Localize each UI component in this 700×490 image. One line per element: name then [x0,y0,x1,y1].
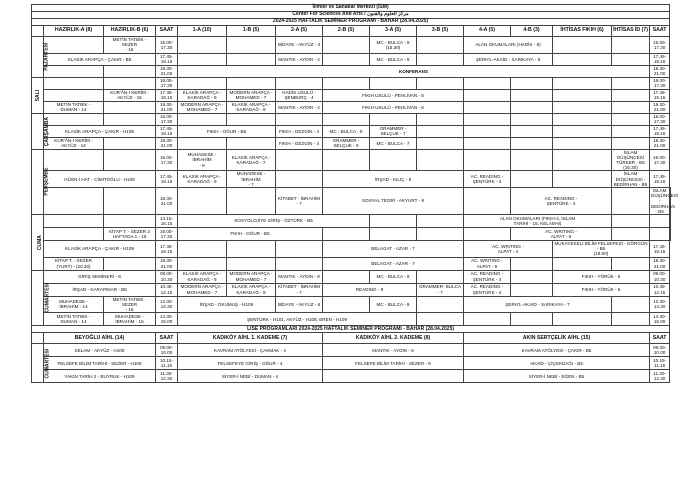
time: 17.45- 19.15 [156,53,178,65]
cell: MANTIK - AYDIN - 4 [276,101,323,113]
cell: MUHADESE - İBRAHİM - 9 [178,149,227,171]
lise-h6: SAAT [650,333,670,344]
col-ihtisas-fikih: İHTİSAS FIKIH (6) [553,26,612,37]
time: 12.30- 14.30 [650,296,670,313]
col-1b: 1-B (5) [227,26,276,37]
time: 16.00- 17.30 [650,77,670,89]
col-hazirlik-a: HAZIRLIK-A (8) [44,26,104,37]
conference: KONFERANS [178,65,650,77]
cell: FELSEFE BİLİM TARİHİ - SEZER - H109 [44,357,156,370]
time: 11.30- 12.30 [650,370,670,383]
cell: ALAN OKUMALARI (HADİS - 8) [464,37,553,54]
time [670,188,671,215]
time [670,228,671,241]
cell: FELSEFEYE GİRİŞ - OĞUR - 4 [178,357,323,370]
time: 16.00- 17.30 [156,37,178,54]
time: 10.15- 11.15 [156,357,178,370]
time: 12.30- 14.30 [156,296,178,313]
cell: FIKIH - GEZGİN - 4 [276,137,323,149]
cell: KAVRAM ATÖLYESİ - ÇAKIR - B5 [464,344,650,357]
cell: KİTABET - İBRAHİM - 7 [276,188,323,215]
cell: FELSEFE BİLİM TARİHİ - SEZER - 6 [323,357,464,370]
header-line3: 2024-2025 HAFTALIK SEMİNER PROGRAMI - BAHAR (28.04.2025) [32,19,670,26]
cell: İRŞAD - KILIÇ - 8 [323,171,464,188]
cell: MODERN ARAPÇA - MOHAMED - 7 [178,101,227,113]
cell: GRAMMER - SELÇUK - 9 [323,137,370,149]
cell: ŞENTÜRK - H101, AKYÜZ - H108, EREN - H109 [178,313,417,326]
time: 17.45- 19.15 [650,89,670,101]
cell: KİTAP T. - SEZER (YURT) - (20.30) [44,257,104,270]
cell: KLASİK ARAPÇA - ÇAKIR - H109 [44,125,156,137]
cell: KUR'ÂN-I KERÎM - AKYÜZ - 14 [44,137,104,149]
time: 16.00- 17.30 [650,37,670,54]
cell: FIKIH USULÜ - PEHLİVAN - 8 [323,89,464,101]
time: 17.45- 19.15 [156,125,178,137]
day-cuma: CUMA [32,215,44,271]
cell: FIKIH - GEZGİN - 4 [276,125,323,137]
time: 19.30- 21.00 [650,101,670,113]
cell: KLASİK ARAPÇA - ÇAKIR - B5 [44,53,156,65]
schedule-table [31,4,679,383]
time: 10.45- 12.15 [650,283,670,296]
col-3a: 3-A (5) [370,26,417,37]
cell: GRAMMER- BULCA - 7 [417,283,464,296]
col-hazirlik-b: HAZIRLIK-B (6) [104,26,156,37]
cell: METİN TATBİK - DUMAN - 14 [44,101,104,113]
time: 09.00- 10.00 [650,344,670,357]
lise-h3: KADIKÖY AİHL 1. KADEME (7) [178,333,323,344]
cell: ALAN OKUMALARI (FIKIH-4, İSLAM TARİHİ - 15, KELAM-9) [464,215,612,228]
cell: AC. WRITING - ALPAT - 9 [511,228,612,241]
cell: AC. READING - ŞENTÜRK - 4 [511,188,612,215]
cell: MUHADESE - İBRAHİM - 7 [227,171,276,188]
lise-h5: AKIN SERTÇELİK AİHL (15) [464,333,650,344]
time: 16.00- 17.30 [156,77,178,89]
cell: HÜSN-İ HAT - CİMİTOĞLU - H109 [44,171,156,188]
time: 14.30- 16.00 [650,313,670,326]
cell: METİN TATBİK - SEZER - 15 [104,296,156,313]
cell: KLASİK ARAPÇA - KARADAĞ - 9 [227,283,276,296]
lise-h4: KADIKÖY AİHL 2. KADEME (8) [323,333,464,344]
cell: İRŞAD - OKUMUŞ - H109 [178,296,276,313]
cell: MODERN ARAPÇA - MOHAMED - 7 [227,89,276,101]
col-1a: 1-A (10) [178,26,227,37]
time: 19.30- 21.00 [156,137,178,149]
cell: MUKAYESELİ BİLİM FELSEFESİ - GÖRGÜN - B5 (18.00) [554,241,648,257]
cell: FIKIH - YÖRÜK - 6 [553,270,650,283]
time: 10.15- 11.15 [650,357,670,370]
time: 14.15- 16.15 [156,215,178,228]
col-3b: 3-B (5) [417,26,464,37]
cell: AC. WRITING - ALPAT - 9 [464,257,511,270]
cell: MC - BULCA - 9 (16.30) [370,37,417,54]
cell: AC. READING - ŞENTÜRK - 4 [464,171,511,188]
col-saat-right: SAAT [650,26,670,37]
cell: ŞERH'L-AKAİD - SARIKAYA - 7 [464,296,612,313]
schedule-sheet [31,4,679,383]
day-cumartesi: CUMARTESİ [32,270,44,326]
cell: SİYER-İ NEBÎ - EĞEN - B5 [464,370,650,383]
day-carsamba: ÇARŞAMBA [32,113,44,149]
cell: MC - BULCA - 9 [370,270,417,283]
cell: KAVRAM ATÖLYESİ - ÇAKMAK - 4 [178,344,323,357]
time: 19.30- 21.00 [650,137,670,149]
cell: GRAMMER - SELÇUK - 7 [370,125,417,137]
cell: MODERN ARAPÇA - MOHAMED - 7 [227,270,276,283]
cell: METİN TATBİK - DUMAN - 14 [44,313,104,326]
header-line2: Center For Sciences And Arts / مركز العلوم والفنون [32,12,670,19]
cell [323,370,464,383]
col-4b: 4-B (3) [511,26,553,37]
time: 17.45- 19.15 [156,241,178,258]
time: 09.00- 10.30 [650,270,670,283]
time: 16.00- 17.30 [650,113,670,125]
cell: BELAGAT - AZAR - 7 [323,241,464,258]
cell: FIKIH - OĞUR - B5 [178,125,276,137]
day-pazartesi: PAZARTESİ [32,37,44,78]
cell: MC - BULCA - 9 [370,296,417,313]
cell: AC. WRITING - ALPAT - 4 [464,241,553,258]
cell: MODERN ARAPÇA - MOHAMED - 7 [178,283,227,296]
cell: MC - BULCA - 9 [370,53,417,65]
cell: SİYER-İ NEBÎ - DUMAN - 4 [178,370,323,383]
cell: MANTIK - AYDIN - 8 [276,270,323,283]
lise-h1: BEYOĞLU AİHL (14) [44,333,156,344]
cell: ŞERH'L-AKAİD - SARIKAYA - 8 [464,53,553,65]
day-persembe: PERŞEMBE [32,149,44,214]
time: 19.30- 21.00 [156,101,178,113]
time: 10.45- 12.15 [156,283,178,296]
cell: METİN TATBİK - SEZER - 15 [104,37,156,54]
cell: KLASİK ARAPÇA - KARADAĞ - 9 [178,89,227,101]
cell: İSLAM DÜŞÜNCESİ TÜRKER - B5 (16.30) [612,149,650,171]
time: 09.00- 10.00 [156,344,178,357]
cell: AC. READING - ŞENTÜRK - 4 [464,270,511,283]
time [670,215,671,228]
cell: AKAİD - ÇİÇEKDAĞI - B5 [464,357,650,370]
time: 19.30- 21.00 [650,65,670,77]
time: 19.30- 21.00 [650,257,670,270]
cell: KLASİK ARAPÇA - ÇAKIR - H109 [44,241,156,258]
col-4a: 4-A (5) [464,26,511,37]
time: 09.00- 10.30 [156,270,178,283]
time: 16.00- 17.30 [650,149,670,171]
cell: GİRİŞ SEMİNERİ - 8 [44,270,156,283]
cell: KLASİK ARAPÇA - KARADAĞ - 9 [178,171,227,188]
cell: BİDAYE - AKYÜZ - 8 [276,296,323,313]
cell: BELAGAT - AZAR - 7 [323,257,464,270]
cell: READING - 9 [323,283,417,296]
time: 17.45- 19.15 [156,89,178,101]
col-2b: 2-B (5) [323,26,370,37]
cell: MC - BULCA - 9 [323,125,370,137]
time: 17.45- 19.15 [650,125,670,137]
time: 16.00- 17.30 [156,228,178,241]
time: 19.30- 21.00 [156,65,178,77]
time: 16.00- 17.30 [156,113,178,125]
time: 17.45- 19.15 [650,241,670,258]
cell: KİTABET - İBRAHİM - 7 [276,283,323,296]
time: 19.30- 21.00 [156,257,178,270]
cell: FIKIH - YÖRÜK - 6 [553,283,650,296]
cell: MUHADESE - İBRAHİM - 15 [104,313,156,326]
cell: MC - BULCA - 7 [370,137,417,149]
cell: KLASİK ARAPÇA - KARADAĞ - 9 [227,101,276,113]
cell: İRŞAD - KARAPINAR - B5 [44,283,156,296]
time: 11.30- 12.30 [156,370,178,383]
day-sali: SALI [32,77,44,113]
cell: KELAM - AKYÜZ - H109 [44,344,156,357]
header-line1: İlimler ve Sanatlar Merkezi (İSM) [32,5,670,12]
cell: MANTIK - AYDIN - 4 [276,53,323,65]
time: 19.30- 21.00 [156,188,178,215]
cell: AC. READING - ŞENTÜRK - 4 [464,283,511,296]
cell: HADİS USULÜ - ŞENBURÇ - 4 [276,89,323,101]
col-ihtisas-id: İHTİSAS İD (7) [612,26,650,37]
time: 17.45- 19.15 [156,171,178,188]
col-2a: 2-A (5) [276,26,323,37]
time: 16.00- 17.30 [156,149,178,171]
col-saat: SAAT [156,26,178,37]
cell: FIKIH - OĞUR - B5 [178,228,323,241]
cell: FIKIH USULÜ - PEHLİVAN - 8 [323,101,464,113]
time: 17.45- 19.15 [650,171,670,188]
cell: KLASİK ARAPÇA - KARADAĞ - 9 [178,270,227,283]
cell: BİDAYE - AKYÜZ - 4 [276,37,323,54]
cell: MANTIK - AYDIN - 6 [323,344,464,357]
lise-h2: SAAT [156,333,178,344]
cell: YAKIN TARİH 2 - BUYRUK - H109 [44,370,156,383]
cell: SOSYAL TEORİ - AKYURT - 8 [323,188,464,215]
cell: İSLAM DÜŞÜNCESİ - BEDİRHAN - B5 [612,171,650,188]
cell: KLASİK ARAPÇA - KARADAĞ - 7 [227,149,276,171]
time: 17.45- 19.15 [650,53,670,65]
cell: İSLAM DÜŞÜNCESİ - BEDİRHAN - B5 [651,188,679,214]
cell: SOSYOLOJİYE GİRİŞ - ÖZTÜRK - B5 [178,215,370,228]
day-cumartesi-lise: CUMARTESİ [32,344,44,383]
cell: KİTAP T. - SEZER 2 HAFTADA 1 - 15 [104,228,156,241]
cell: MUHADESE - İBRAHİM - 14 [44,296,104,313]
time: 14.30- 16.00 [156,313,178,326]
lise-title: LİSE PROGRAMLARI 2024-2025 HAFTALIK SEMİNER PROGRAMI - BAHAR (28.04.2025) [32,326,670,333]
cell: KUR'ÂN-I KERÎM - AKYÜZ - 15 [104,89,156,101]
